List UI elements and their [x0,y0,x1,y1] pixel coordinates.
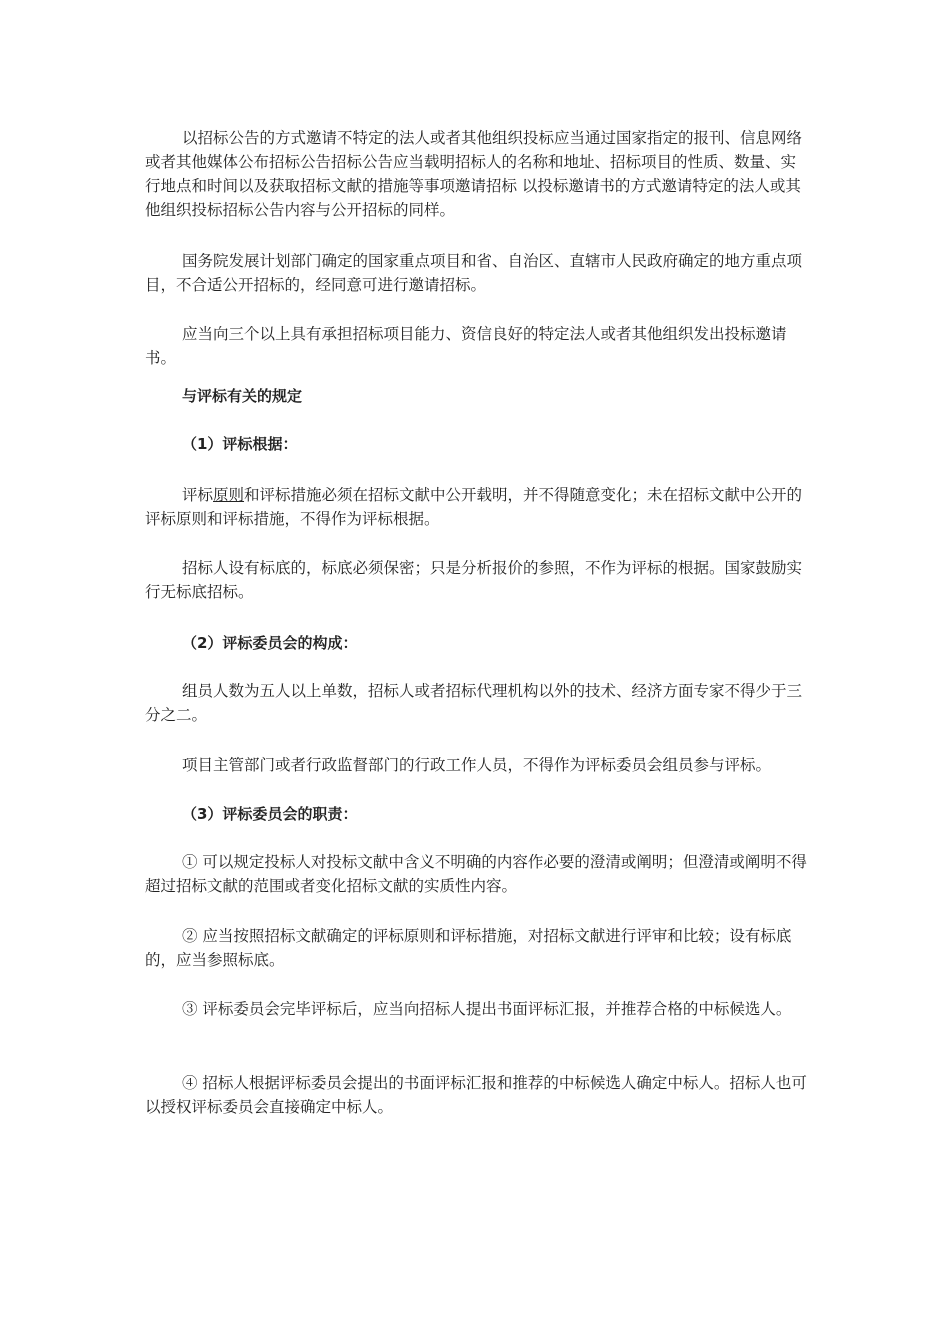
text-segment: 和评标措施必须在招标文献中公开载明，并不得随意变化；未在招标文献中公开的评标原则和评标措施，不得作为评标根据。 [145,486,803,528]
heading-committee-duties: （3）评标委员会的职责： [182,805,358,823]
paragraph-key-projects: 国务院发展计划部门确定的国家重点项目和省、自治区、直辖市人民政府确定的地方重点项目，不合适公开招标的，经同意可进行邀请招标。 [145,252,803,294]
paragraph-duty-1: ① 可以规定投标人对投标文献中含义不明确的内容作必要的澄清或阐明；但澄清或阐明不得超过招标文献的范围或者变化招标文献的实质性内容。 [145,853,807,895]
paragraph-duty-2: ② 应当按照招标文献确定的评标原则和评标措施，对招标文献进行评审和比较；设有标底的，应当参照标底。 [145,927,792,969]
heading-evaluation-basis: （1）评标根据： [182,435,298,453]
paragraph-invitation-letters: 应当向三个以上具有承担招标项目能力、资信良好的特定法人或者其他组织发出投标邀请书。 [145,325,787,367]
heading-committee-composition: （2）评标委员会的构成： [182,634,358,652]
principle-link[interactable]: 原则 [213,486,245,504]
paragraph-duty-3: ③ 评标委员会完毕评标后，应当向招标人提出书面评标汇报，并推荐合格的中标候选人。 [182,1000,792,1018]
paragraph-duty-4: ④ 招标人根据评标委员会提出的书面评标汇报和推荐的中标候选人确定中标人。招标人也可以授权评标委员会直接确定中标人。 [145,1074,807,1116]
paragraph-staff-exclusion: 项目主管部门或者行政监督部门的行政工作人员，不得作为评标委员会组员参与评标。 [182,756,772,774]
paragraph-committee-members: 组员人数为五人以上单数，招标人或者招标代理机构以外的技术、经济方面专家不得少于三分之二。 [145,682,803,724]
paragraph-base-price: 招标人设有标底的，标底必须保密；只是分析报价的参照，不作为评标的根据。国家鼓励实行无标底招标。 [145,559,803,601]
text-segment: 评标 [182,486,214,504]
paragraph-invitation-bidding: 以招标公告的方式邀请不特定的法人或者其他组织投标应当通过国家指定的报刊、信息网络或者其他媒体公布招标公告招标公告应当载明招标人的名称和地址、招标项目的性质、数量、实行地点和时间以及获取招标文献的措施等事项邀请招标 以投标邀请书的方式邀请特定的法人或其他组织投标招标公告内容与公开招标的同样。 [145,129,803,219]
paragraph-evaluation-principles [145,483,810,531]
heading-evaluation-rules: 与评标有关的规定 [182,387,303,405]
